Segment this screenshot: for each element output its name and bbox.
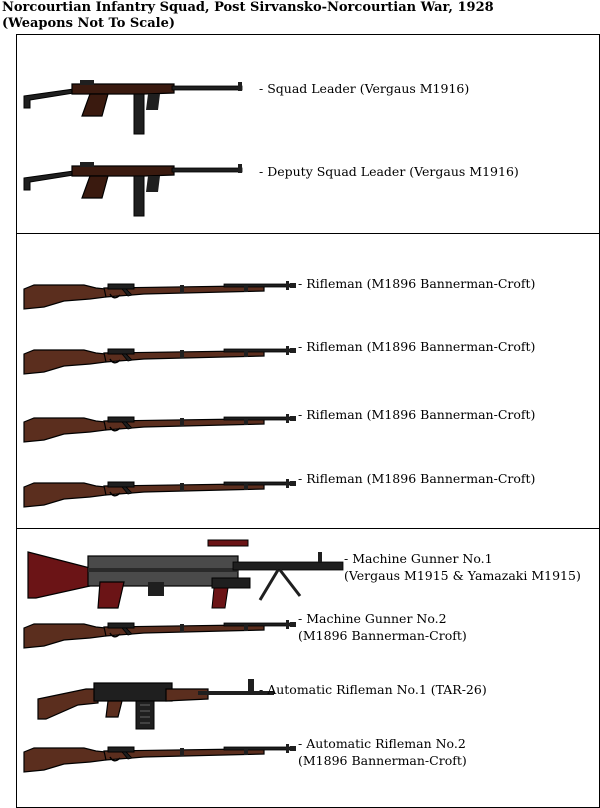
machine-gun-icon [28, 552, 348, 612]
rifleman-label: - Rifleman (M1896 Bannerman-Croft) [298, 407, 536, 422]
rifle-icon [24, 348, 299, 378]
rifleman-label: - Rifleman (M1896 Bannerman-Croft) [298, 276, 536, 291]
machine-gunner-1-title: - Machine Gunner No.1 [344, 551, 493, 566]
machine-gunner-2-title: - Machine Gunner No.2 [298, 611, 447, 626]
automatic-rifleman-2-title: - Automatic Rifleman No.2 [298, 736, 466, 751]
machine-gunner-1-weapons: (Vergaus M1915 & Yamazaki M1915) [344, 568, 581, 583]
automatic-rifleman-2-weapon: (M1896 Bannerman-Croft) [298, 753, 467, 768]
automatic-rifle-icon [38, 683, 278, 733]
smg-icon [24, 80, 254, 140]
title-line-1: Norcourtian Infantry Squad, Post Sirvansko-Norcourtian War, 1928 [2, 0, 494, 15]
automatic-rifleman-2-label [298, 735, 467, 769]
automatic-rifleman-1-label: - Automatic Rifleman No.1 (TAR-26) [259, 682, 487, 697]
rifle-icon [24, 283, 299, 313]
pistol-icon [212, 578, 252, 610]
rifleman-label: - Rifleman (M1896 Bannerman-Croft) [298, 471, 536, 486]
rifle-icon [24, 622, 299, 652]
rifle-icon [24, 416, 299, 446]
rifleman-label: - Rifleman (M1896 Bannerman-Croft) [298, 339, 536, 354]
smg-icon [24, 162, 254, 222]
machine-gunner-1-label [344, 550, 581, 584]
deputy-squad-leader-label: - Deputy Squad Leader (Vergaus M1916) [259, 164, 519, 179]
machine-gunner-2-label [298, 610, 467, 644]
rifle-icon [24, 481, 299, 511]
machine-gunner-2-weapon: (M1896 Bannerman-Croft) [298, 628, 467, 643]
rifle-icon [24, 746, 299, 776]
squad-leader-label: - Squad Leader (Vergaus M1916) [259, 81, 470, 96]
page-title [2, 0, 494, 32]
title-line-2: (Weapons Not To Scale) [2, 16, 175, 31]
